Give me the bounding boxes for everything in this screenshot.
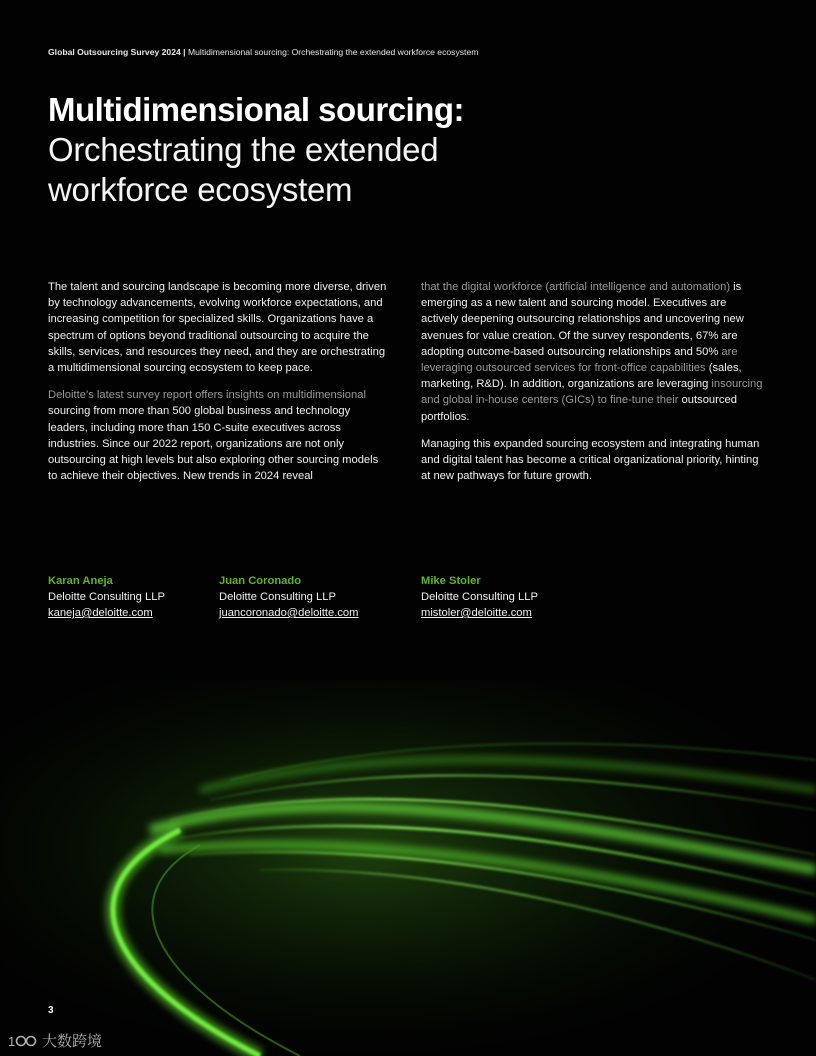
paragraph-text: (sales, marketing, R&D). In addition, organizations are leveraging (421, 362, 742, 391)
header-separator: | (180, 47, 188, 57)
green-light-streaks (0, 680, 816, 1056)
watermark (8, 1030, 102, 1051)
paragraph-text: is emerging as a new talent and sourcing model. Executives are actively deepening outsourcing relationships and uncovering new avenues for value creation. Of the survey respondents, 67% are adopting outcome-based outsourcing relationships and 50% (421, 281, 744, 358)
author-org: Deloitte Consulting LLP (48, 591, 165, 603)
faded-text: insourcing and global in-house centers (GICs) to fine-tune their (421, 378, 763, 407)
body-column-left (48, 279, 390, 495)
page-title (48, 90, 668, 210)
faded-text: are leveraging outsourced services for front-office capabilities (421, 345, 738, 375)
author-email-link[interactable]: juancoronado@deloitte.com (219, 607, 359, 619)
author-card (48, 573, 165, 621)
author-name: Karan Aneja (48, 575, 113, 587)
paragraph-text: outsourced portfolios. (421, 394, 737, 423)
author-email-link[interactable]: kaneja@deloitte.com (48, 607, 153, 619)
paragraph: The talent and sourcing landscape is becoming more diverse, driven by technology advancements, evolving workforce expectations, and increasing competition for specialized skills. Organizations have a spectrum of options beyond traditional outsourcing to acquire the skills, services, and resources they need, and they are orchestrating a multidimensional sourcing ecosystem to keep pace. (48, 281, 387, 375)
page-number: 3 (48, 1005, 54, 1016)
watermark-text: 大数跨境 (42, 1033, 103, 1050)
author-card (219, 573, 358, 621)
body-column-right (421, 279, 766, 495)
paragraph-text: sourcing from more than 500 global business and technology leaders, including more than 150 C-suite executives across industries. Since our 2022 report, organizations are not only outsourcing at high levels but also exploring other sourcing models to achieve their objectives. New trends in 2024 reveal (48, 405, 379, 483)
paragraph (48, 387, 390, 484)
author-email-link[interactable]: mistoler@deloitte.com (421, 607, 532, 619)
svg-text:1: 1 (8, 1033, 16, 1049)
author-org: Deloitte Consulting LLP (219, 591, 336, 603)
watermark-logo-icon (8, 1032, 38, 1050)
faded-text: that the digital workforce (artificial intelligence and automation) (421, 281, 731, 293)
paragraph (421, 279, 766, 425)
author-card (421, 573, 538, 621)
title-line-2: Orchestrating the extended (48, 131, 439, 168)
paragraph: Managing this expanded sourcing ecosystem and integrating human and digital talent has become a critical organizational priority, hinting at new pathways for future growth. (421, 437, 760, 483)
section-name: Multidimensional sourcing: Orchestrating the extended workforce ecosystem (187, 47, 479, 57)
running-header (48, 47, 478, 57)
title-line-3: workforce ecosystem (48, 171, 353, 208)
author-name: Mike Stoler (421, 575, 481, 587)
faded-text: Deloitte’s latest survey report offers insights on multidimensional (48, 389, 366, 402)
author-name: Juan Coronado (219, 575, 302, 587)
report-name: Global Outsourcing Survey 2024 (48, 47, 181, 57)
title-line-1: Multidimensional sourcing: (48, 91, 465, 128)
author-org: Deloitte Consulting LLP (421, 591, 538, 603)
